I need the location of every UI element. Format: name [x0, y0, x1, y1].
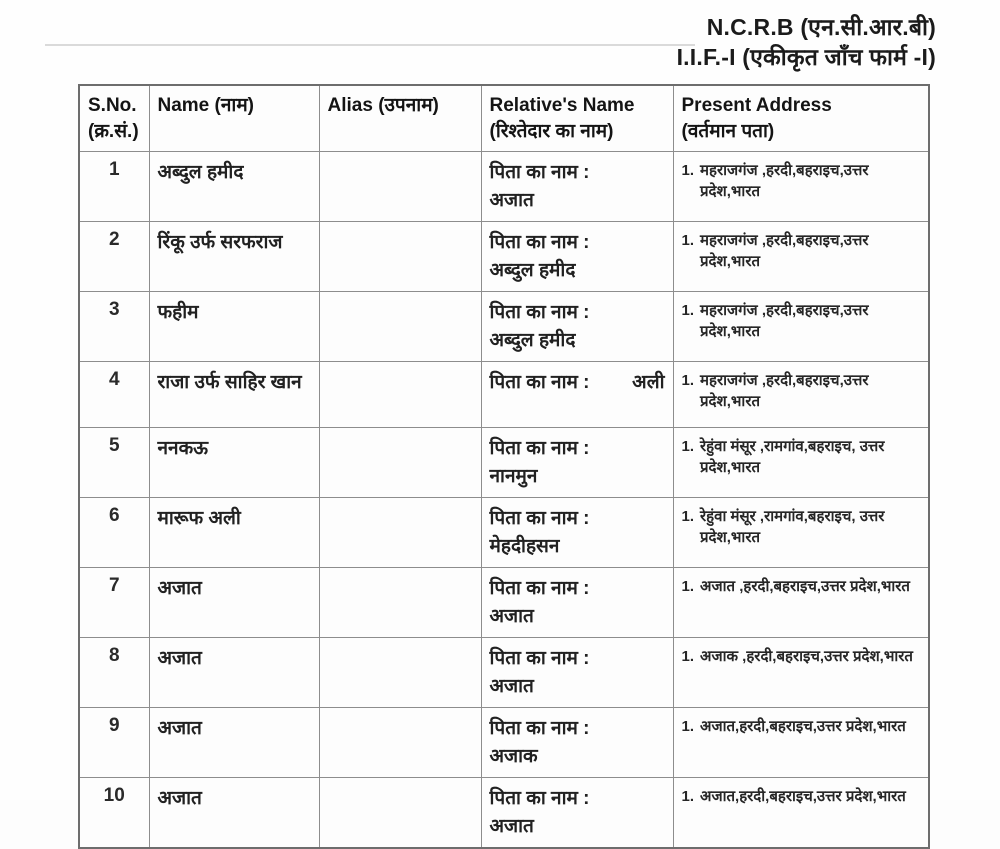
- address-text: अजात ,हरदी,बहराइच,उत्तर प्रदेश,भारत: [700, 577, 910, 595]
- address-number: 1.: [681, 507, 695, 525]
- address-number: 1.: [681, 577, 695, 595]
- table-row: [79, 361, 929, 427]
- table-row: [79, 291, 929, 361]
- table-row: [79, 567, 929, 637]
- relative-label: पिता का नाम :: [489, 371, 590, 393]
- col-header-relative-hi: (रिश्तेदार का नाम): [489, 120, 614, 142]
- address-cell: [673, 151, 929, 221]
- persons-table: [78, 84, 930, 849]
- relative-cell: [481, 777, 673, 848]
- relative-name: नानमुन: [489, 466, 538, 487]
- table-row: [79, 637, 929, 707]
- name-cell: अजात: [149, 707, 319, 777]
- address-number: 1.: [681, 717, 695, 735]
- relative-cell: [481, 291, 673, 361]
- name-cell: रिंकू उर्फ सरफराज: [149, 221, 319, 291]
- address-text: महराजगंज ,हरदी,बहराइच,उत्तर प्रदेश,भारत: [700, 231, 869, 270]
- address-cell: [673, 361, 929, 427]
- relative-name: अजात: [489, 676, 534, 697]
- address-cell: [673, 291, 929, 361]
- address-cell: [673, 637, 929, 707]
- address-cell: [673, 777, 929, 848]
- relative-cell: [481, 427, 673, 497]
- col-header-relative: [481, 85, 673, 151]
- relative-label: पिता का नाम :: [489, 787, 590, 809]
- name-cell: अजात: [149, 567, 319, 637]
- relative-label: पिता का नाम :: [489, 577, 590, 599]
- address-text: अजात,हरदी,बहराइच,उत्तर प्रदेश,भारत: [700, 787, 906, 805]
- relative-cell: [481, 637, 673, 707]
- address-text: रेहुंवा मंसूर ,रामगांव,बहराइच, उत्तर प्रदेश,भारत: [700, 507, 885, 546]
- relative-label: पिता का नाम :: [489, 437, 590, 459]
- table-row: [79, 151, 929, 221]
- sno-cell: 7: [79, 567, 149, 637]
- address-number: 1.: [681, 647, 695, 665]
- table-row: [79, 707, 929, 777]
- relative-name: अब्दुल हमीद: [489, 260, 576, 281]
- header-iif-title: I.I.F.-I (एकीकृत जाँच फार्म -I): [676, 44, 936, 71]
- address-text: अजात,हरदी,बहराइच,उत्तर प्रदेश,भारत: [700, 717, 906, 735]
- col-header-alias-label: Alias (उपनाम): [327, 95, 439, 116]
- address-number: 1.: [681, 437, 695, 455]
- alias-cell: [319, 637, 481, 707]
- relative-name: अब्दुल हमीद: [489, 330, 576, 351]
- col-header-sno-hi: (क्र.सं.): [88, 120, 139, 142]
- scan-edge-line: [45, 44, 695, 46]
- alias-cell: [319, 707, 481, 777]
- name-cell: मारूफ अली: [149, 497, 319, 567]
- address-text: महराजगंज ,हरदी,बहराइच,उत्तर प्रदेश,भारत: [700, 161, 869, 200]
- table-header-row: [79, 85, 929, 151]
- relative-cell: [481, 567, 673, 637]
- col-header-sno-en: S.No.: [88, 95, 137, 116]
- address-cell: [673, 221, 929, 291]
- address-cell: [673, 707, 929, 777]
- relative-cell: [481, 151, 673, 221]
- address-number: 1.: [681, 161, 695, 179]
- col-header-address-en: Present Address: [681, 95, 832, 116]
- address-cell: [673, 497, 929, 567]
- col-header-sno: [79, 85, 149, 151]
- relative-cell: [481, 497, 673, 567]
- sno-cell: 6: [79, 497, 149, 567]
- relative-name: अली: [632, 371, 665, 393]
- relative-cell: [481, 221, 673, 291]
- address-cell: [673, 427, 929, 497]
- col-header-alias: [319, 85, 481, 151]
- alias-cell: [319, 567, 481, 637]
- alias-cell: [319, 361, 481, 427]
- name-cell: अजात: [149, 777, 319, 848]
- alias-cell: [319, 291, 481, 361]
- relative-cell: [481, 707, 673, 777]
- alias-cell: [319, 427, 481, 497]
- relative-label: पिता का नाम :: [489, 717, 590, 739]
- table-row: [79, 497, 929, 567]
- relative-name: मेहदीहसन: [489, 536, 560, 557]
- document-header: [677, 12, 936, 73]
- name-cell: ननकऊ: [149, 427, 319, 497]
- col-header-address-hi: (वर्तमान पता): [681, 120, 775, 142]
- table-row: [79, 777, 929, 848]
- relative-name: अजात: [489, 816, 534, 837]
- name-cell: अब्दुल हमीद: [149, 151, 319, 221]
- name-cell: राजा उर्फ साहिर खान: [149, 361, 319, 427]
- name-cell: अजात: [149, 637, 319, 707]
- alias-cell: [319, 777, 481, 848]
- name-cell: फहीम: [149, 291, 319, 361]
- sno-cell: 10: [79, 777, 149, 848]
- sno-cell: 8: [79, 637, 149, 707]
- col-header-name-label: Name (नाम): [157, 95, 255, 116]
- sno-cell: 9: [79, 707, 149, 777]
- sno-cell: 3: [79, 291, 149, 361]
- col-header-relative-en: Relative's Name: [489, 95, 635, 116]
- address-number: 1.: [681, 371, 695, 389]
- relative-label: पिता का नाम :: [489, 161, 590, 183]
- alias-cell: [319, 151, 481, 221]
- alias-cell: [319, 221, 481, 291]
- relative-label: पिता का नाम :: [489, 647, 590, 669]
- relative-label: पिता का नाम :: [489, 231, 590, 253]
- address-number: 1.: [681, 231, 695, 249]
- sno-cell: 4: [79, 361, 149, 427]
- address-text: अजाक ,हरदी,बहराइच,उत्तर प्रदेश,भारत: [700, 647, 913, 665]
- address-number: 1.: [681, 787, 695, 805]
- col-header-address: [673, 85, 929, 151]
- relative-name: अजाक: [489, 746, 538, 767]
- sno-cell: 2: [79, 221, 149, 291]
- address-number: 1.: [681, 301, 695, 319]
- address-text: रेहुंवा मंसूर ,रामगांव,बहराइच, उत्तर प्रदेश,भारत: [700, 437, 885, 476]
- alias-cell: [319, 497, 481, 567]
- relative-cell: [481, 361, 673, 427]
- table-row: [79, 427, 929, 497]
- col-header-name: [149, 85, 319, 151]
- relative-name: अजात: [489, 606, 534, 627]
- sno-cell: 5: [79, 427, 149, 497]
- address-cell: [673, 567, 929, 637]
- relative-name: अजात: [489, 190, 534, 211]
- address-text: महराजगंज ,हरदी,बहराइच,उत्तर प्रदेश,भारत: [700, 301, 869, 340]
- relative-label: पिता का नाम :: [489, 301, 590, 323]
- sno-cell: 1: [79, 151, 149, 221]
- header-ncrb-title: N.C.R.B (एन.सी.आर.बी): [706, 14, 936, 40]
- address-text: महराजगंज ,हरदी,बहराइच,उत्तर प्रदेश,भारत: [700, 371, 869, 410]
- table-row: [79, 221, 929, 291]
- relative-label: पिता का नाम :: [489, 507, 590, 529]
